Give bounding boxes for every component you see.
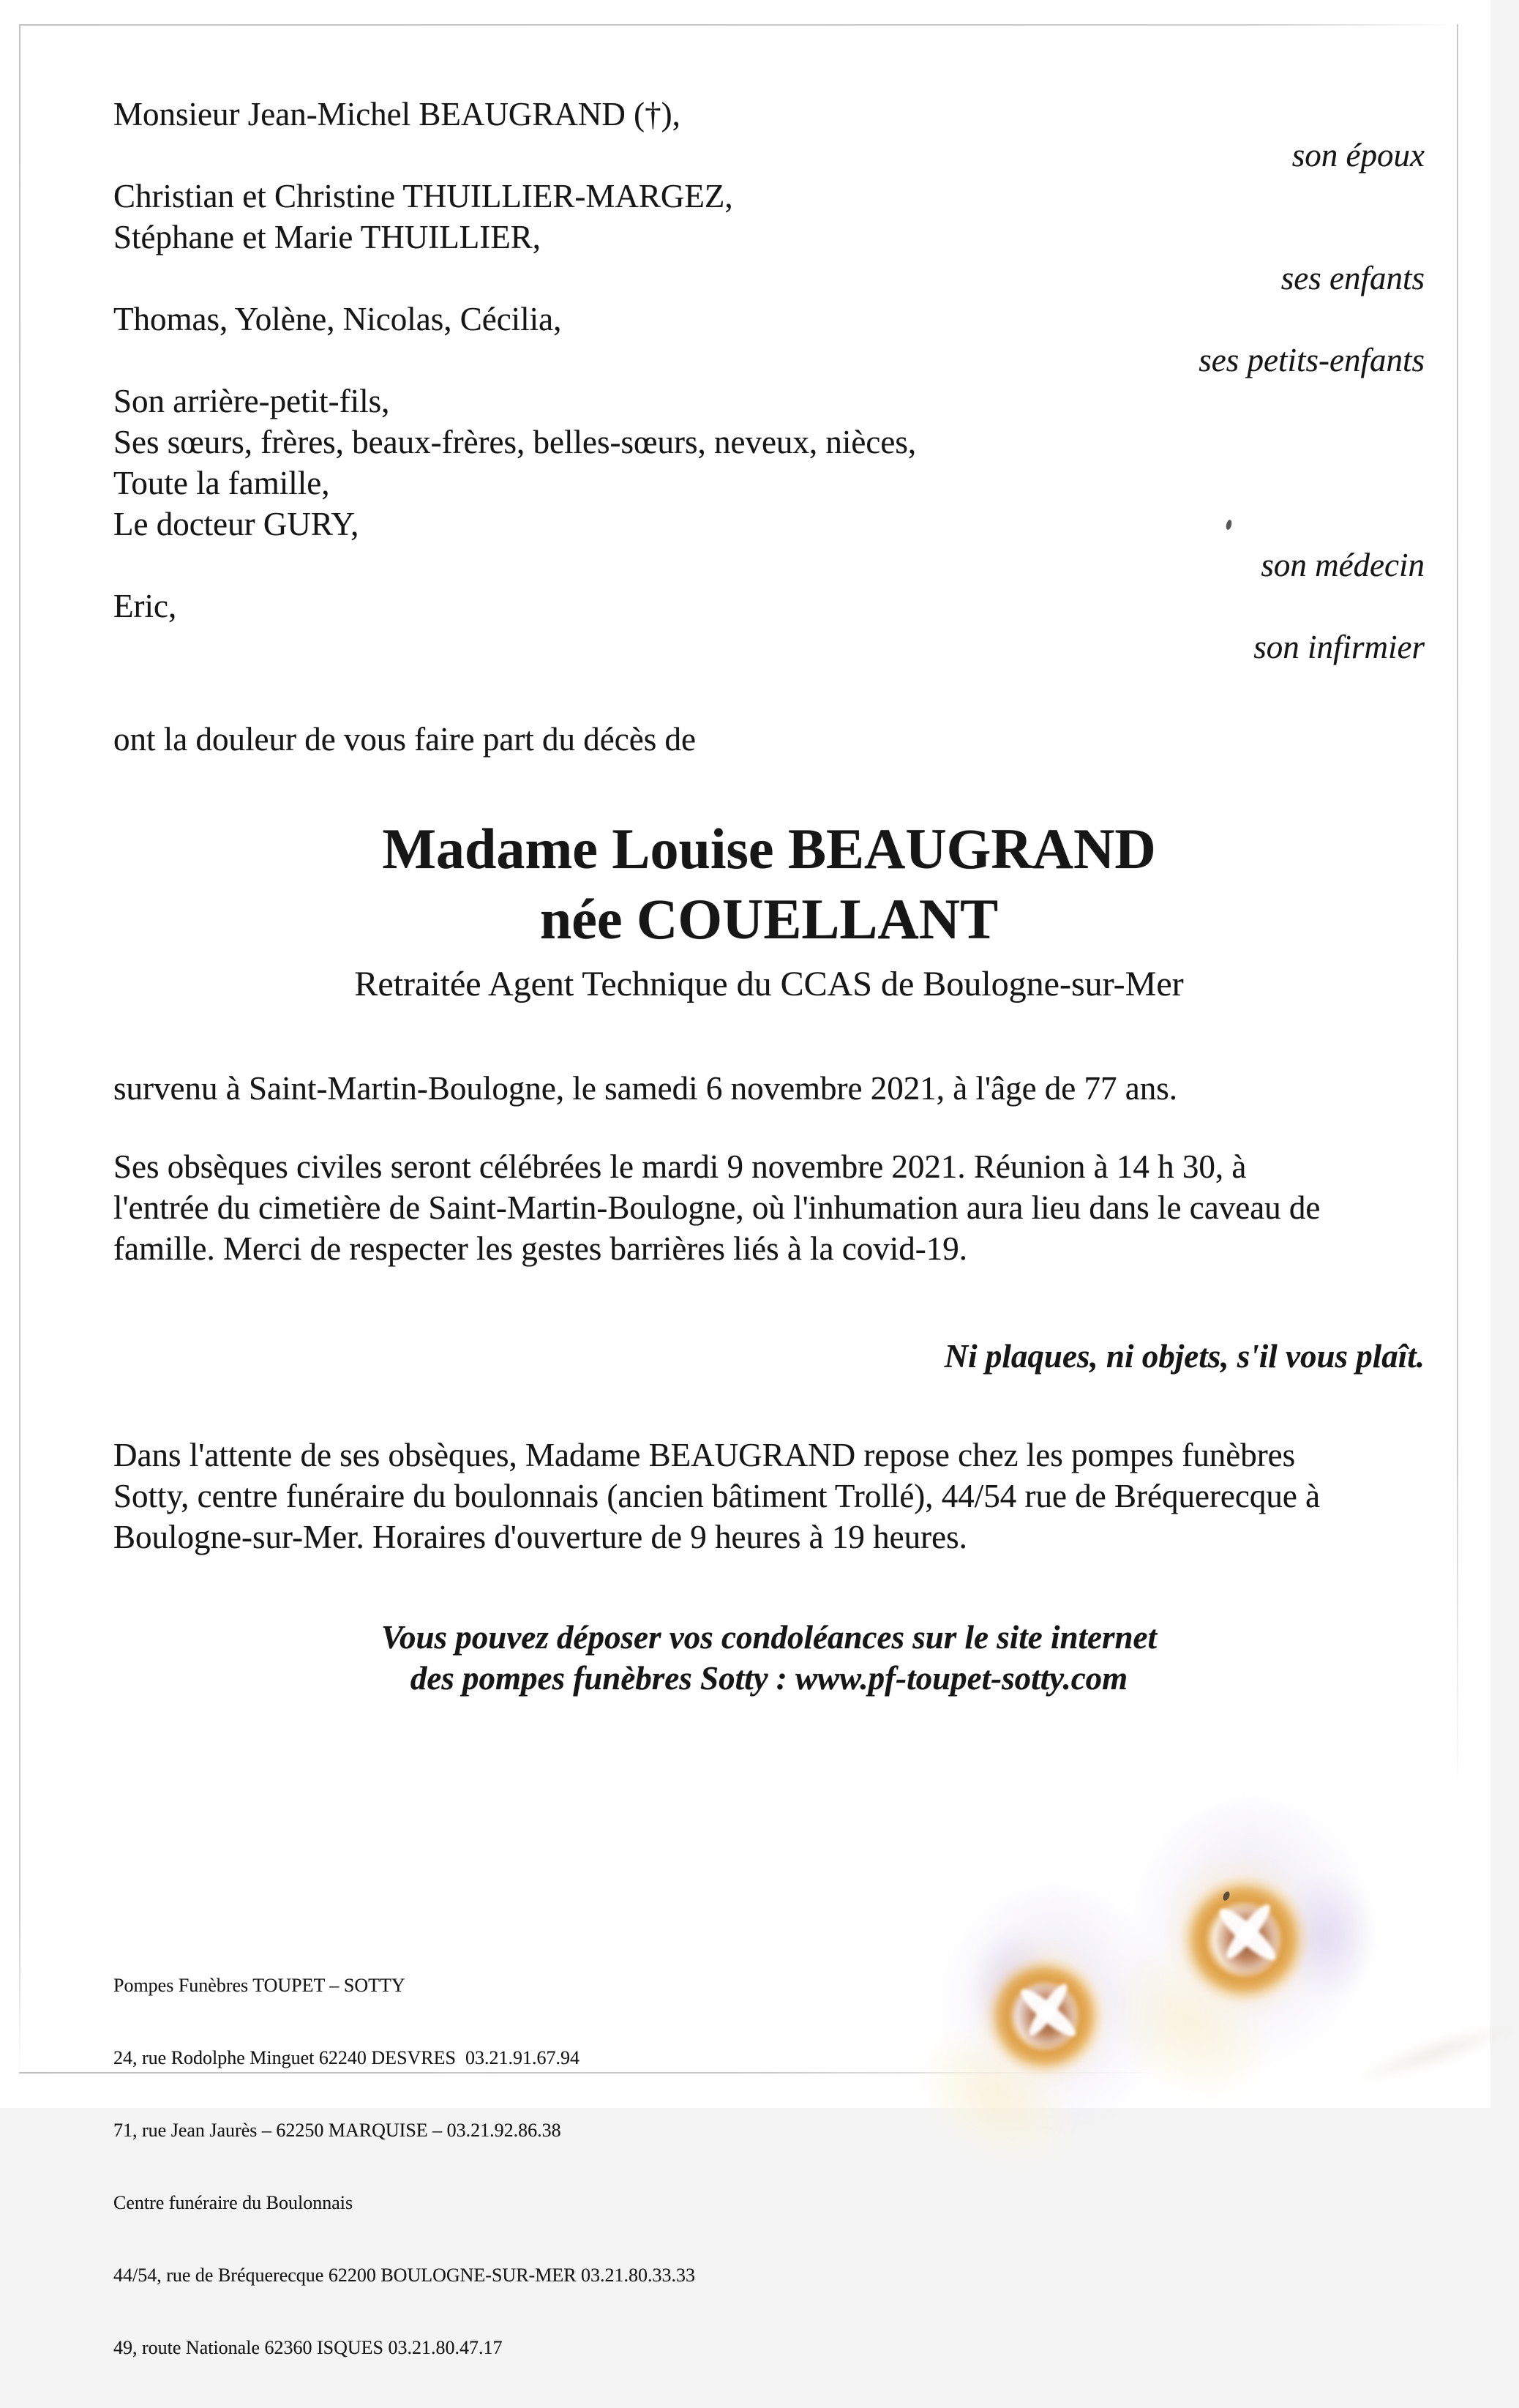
- deceased-title-block: [113, 814, 1425, 954]
- family-line: Monsieur Jean-Michel BEAUGRAND (†),: [113, 96, 680, 132]
- orchid-flower-large: [1141, 1815, 1361, 2057]
- footer-address: 44/54, rue de Bréquerecque 62200 BOULOGNE-SUR-MER 03.21.80.33.33: [113, 2265, 696, 2286]
- footer-address: 49, route Nationale 62360 ISQUES 03.21.80.47.17: [113, 2337, 503, 2358]
- family-line: Toute la famille,: [113, 465, 330, 501]
- footer-address: 24, rue Rodolphe Minguet 62240 DESVRES 03.21.91.67.94: [113, 2047, 580, 2068]
- deceased-name: Madame Louise BEAUGRAND: [382, 817, 1156, 880]
- family-line: Christian et Christine THUILLIER-MARGEZ,: [113, 178, 733, 214]
- relation-label: ses enfants: [1280, 260, 1425, 296]
- funeral-line: Ses obsèques civiles seront célébrées le mardi 9 novembre 2021. Réunion à 14 h 30, à: [113, 1148, 1247, 1185]
- footer-address: 71, rue Jean Jaurès – 62250 MARQUISE – 03.21.92.86.38: [113, 2120, 561, 2141]
- condolences-line-website: des pompes funèbres Sotty : www.pf-toupet-sotty.com: [410, 1660, 1128, 1697]
- funeral-line: l'entrée du cimetière de Saint-Martin-Boulogne, où l'inhumation aura lieu dans le caveau de: [113, 1189, 1321, 1226]
- relation-label: ses petits-enfants: [1199, 342, 1425, 378]
- page-edge-right: [1457, 24, 1458, 1803]
- family-line: Le docteur GURY,: [113, 506, 359, 542]
- family-line: Ses sœurs, frères, beaux-frères, belles-sœurs, neveux, nièces,: [113, 424, 917, 460]
- death-details-line: survenu à Saint-Martin-Boulogne, le samedi 6 novembre 2021, à l'âge de 77 ans.: [113, 1070, 1177, 1107]
- orchid-flower-small: [951, 1903, 1156, 2123]
- repose-paragraph: [113, 1435, 1425, 1558]
- footer-company-name: Pompes Funèbres TOUPET – SOTTY: [113, 1975, 405, 1996]
- repose-line: Sotty, centre funéraire du boulonnais (ancien bâtiment Trollé), 44/54 rue de Bréquerecque à: [113, 1478, 1321, 1514]
- announcement-line: ont la douleur de vous faire part du décès de: [113, 721, 696, 758]
- condolences-note: [113, 1617, 1425, 1699]
- family-line: Thomas, Yolène, Nicolas, Cécilia,: [113, 301, 562, 337]
- deceased-maiden-name: née COUELLANT: [539, 887, 999, 951]
- deceased-occupation: Retraitée Agent Technique du CCAS de Boulogne-sur-Mer: [354, 965, 1184, 1003]
- page-edge-left: [19, 24, 20, 2074]
- repose-line: Boulogne-sur-Mer. Horaires d'ouverture de 9 heures à 19 heures.: [113, 1519, 967, 1555]
- footer-center-name: Centre funéraire du Boulonnais: [113, 2192, 353, 2213]
- page-edge-top: [19, 24, 1458, 26]
- family-line: Son arrière-petit-fils,: [113, 383, 390, 419]
- no-plaques-request: Ni plaques, ni objets, s'il vous plaît.: [944, 1338, 1425, 1375]
- repose-line: Dans l'attente de ses obsèques, Madame BEAUGRAND repose chez les pompes funèbres: [113, 1437, 1296, 1473]
- condolences-line: Vous pouvez déposer vos condoléances sur le site internet: [380, 1619, 1157, 1656]
- family-line: Stéphane et Marie THUILLIER,: [113, 219, 541, 255]
- family-list: [113, 94, 1425, 668]
- funeral-line: famille. Merci de respecter les gestes barrières liés à la covid-19.: [113, 1230, 967, 1267]
- relation-label: son infirmier: [1253, 629, 1425, 665]
- relation-label: son médecin: [1261, 547, 1425, 583]
- family-line: Eric,: [113, 588, 177, 624]
- relation-label: son époux: [1291, 137, 1425, 173]
- funeral-paragraph: [113, 1146, 1425, 1269]
